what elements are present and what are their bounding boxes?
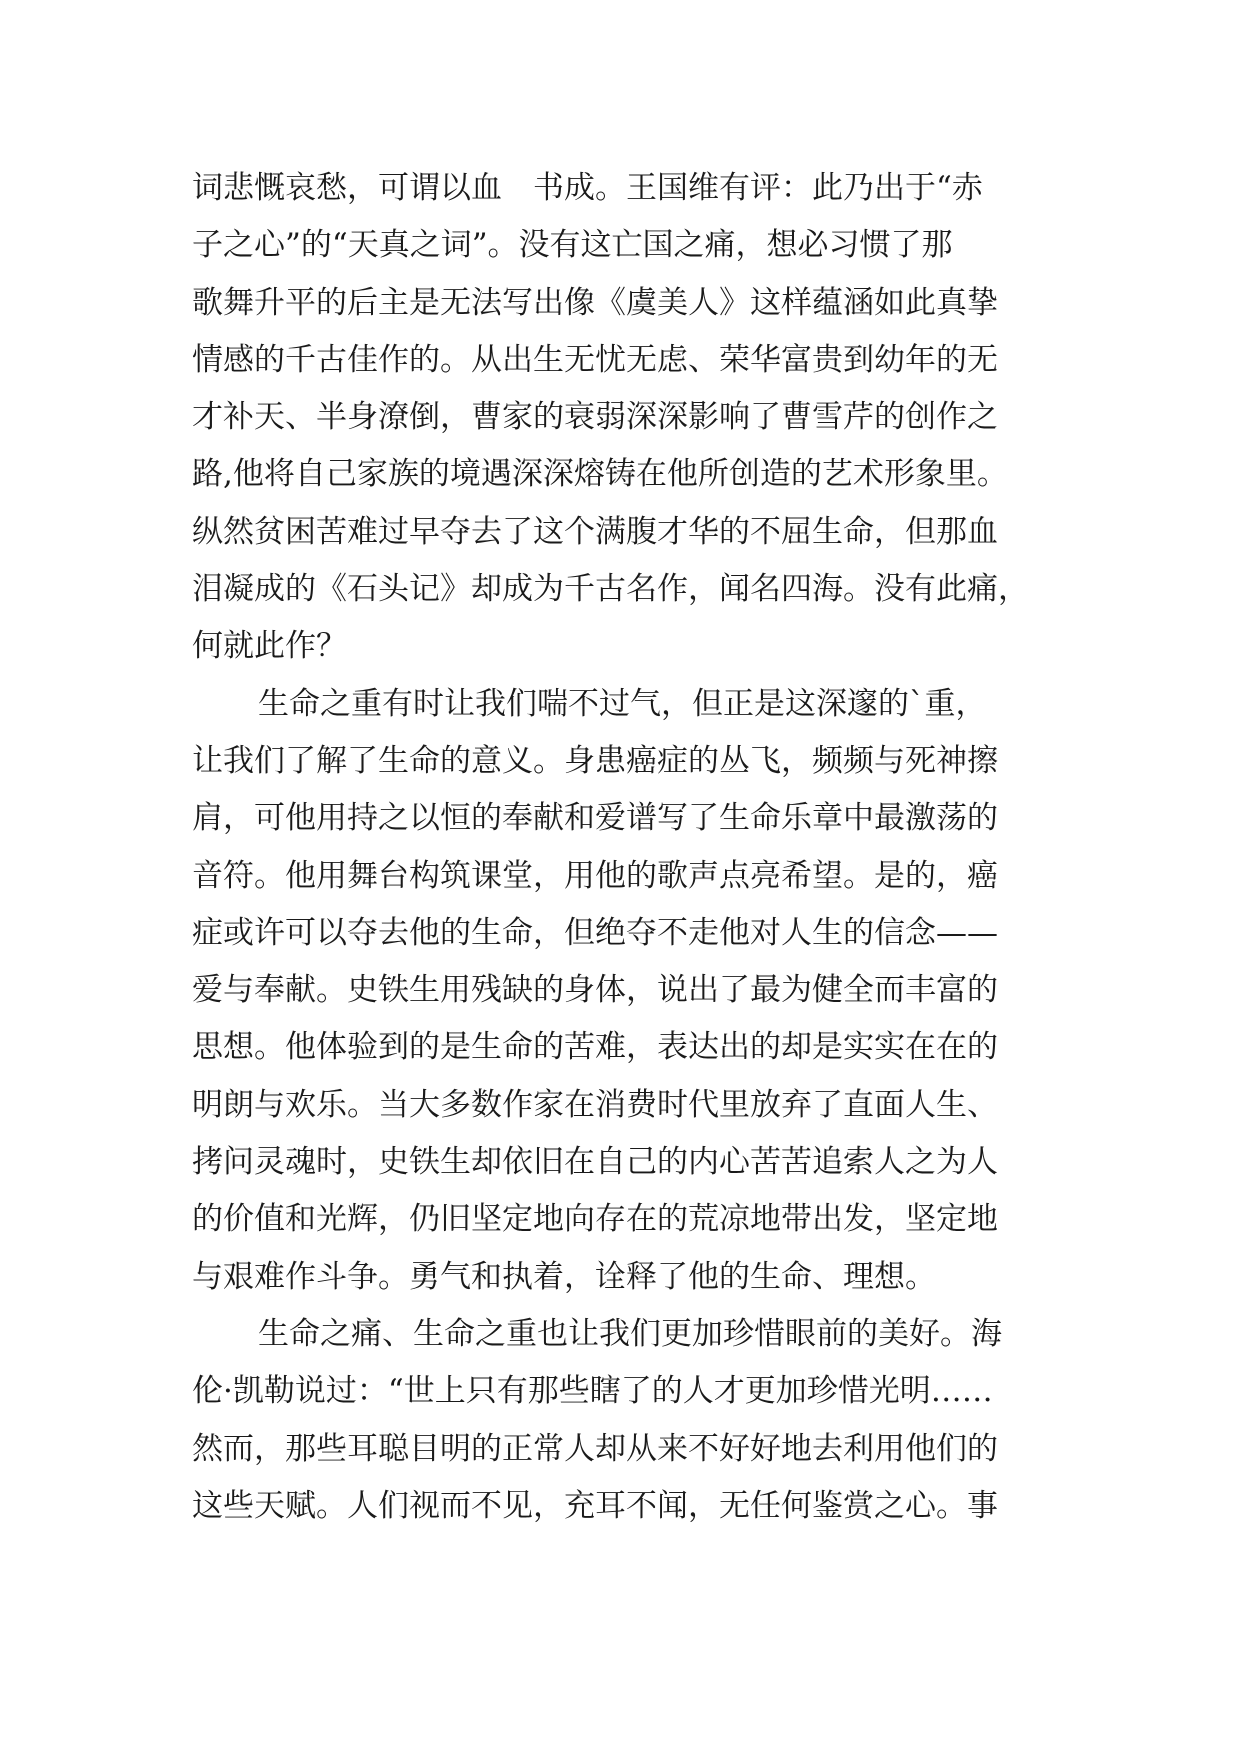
text-line: 纵然贫困苦难过早夺去了这个满腹才华的不屈生命，但那血	[192, 513, 998, 550]
text-line: 拷问灵魂时，史铁生却依旧在自己的内心苦苦追索人之为人	[192, 1144, 998, 1181]
text-line: 音符。他用舞台构筑课堂，用他的歌声点亮希望。是的，癌	[192, 857, 998, 894]
text-line: 这些天赋。人们视而不见，充耳不闻，无任何鉴赏之心。事	[192, 1487, 998, 1524]
text-line: 明朗与欢乐。当大多数作家在消费时代里放弃了直面人生、	[192, 1086, 998, 1123]
text-line: 让我们了解了生命的意义。身患癌症的丛飞，频频与死神擦	[192, 742, 998, 779]
text-line: 伦·凯勒说过：“世上只有那些瞎了的人才更加珍惜光明……	[192, 1373, 993, 1410]
paragraph-first-line: 生命之痛、生命之重也让我们更加珍惜眼前的美好。海	[258, 1315, 1002, 1352]
text-line: 思想。他体验到的是生命的苦难，表达出的却是实实在在的	[192, 1029, 998, 1066]
text-line: 肩，可他用持之以恒的奉献和爱谱写了生命乐章中最激荡的	[192, 800, 998, 837]
text-line: 何就此作？	[192, 628, 347, 665]
text-line: 然而，那些耳聪目明的正常人却从来不好好地去利用他们的	[192, 1430, 998, 1467]
text-line: 症或许可以夺去他的生命，但绝夺不走他对人生的信念——	[192, 914, 998, 951]
paragraph-first-line: 生命之重有时让我们喘不过气，但正是这深邃的`重，	[258, 685, 987, 722]
body-text	[192, 160, 1072, 1535]
text-line: 的价值和光辉，仍旧坚定地向存在的荒凉地带出发，坚定地	[192, 1201, 998, 1238]
text-line: 词悲慨哀愁，可谓以血 书成。王国维有评：此乃出于“赤	[192, 170, 983, 206]
text-line: 子之心”的“天真之词”。没有这亡国之痛，想必习惯了那	[192, 227, 953, 264]
text-line: 歌舞升平的后主是无法写出像《虞美人》这样蕴涵如此真挚	[192, 284, 998, 321]
text-line: 才补天、半身潦倒，曹家的衰弱深深影响了曹雪芹的创作之	[192, 399, 998, 436]
text-line: 与艰难作斗争。勇气和执着，诠释了他的生命、理想。	[192, 1258, 936, 1295]
text-line: 爱与奉献。史铁生用残缺的身体，说出了最为健全而丰富的	[192, 972, 998, 1009]
text-line: 泪凝成的《石头记》却成为千古名作，闻名四海。没有此痛，	[192, 571, 1029, 608]
text-line: 情感的千古佳作的。从出生无忧无虑、荣华富贵到幼年的无	[192, 341, 998, 378]
text-line: 路,他将自己家族的境遇深深熔铸在他所创造的艺术形象里。	[192, 456, 1008, 493]
